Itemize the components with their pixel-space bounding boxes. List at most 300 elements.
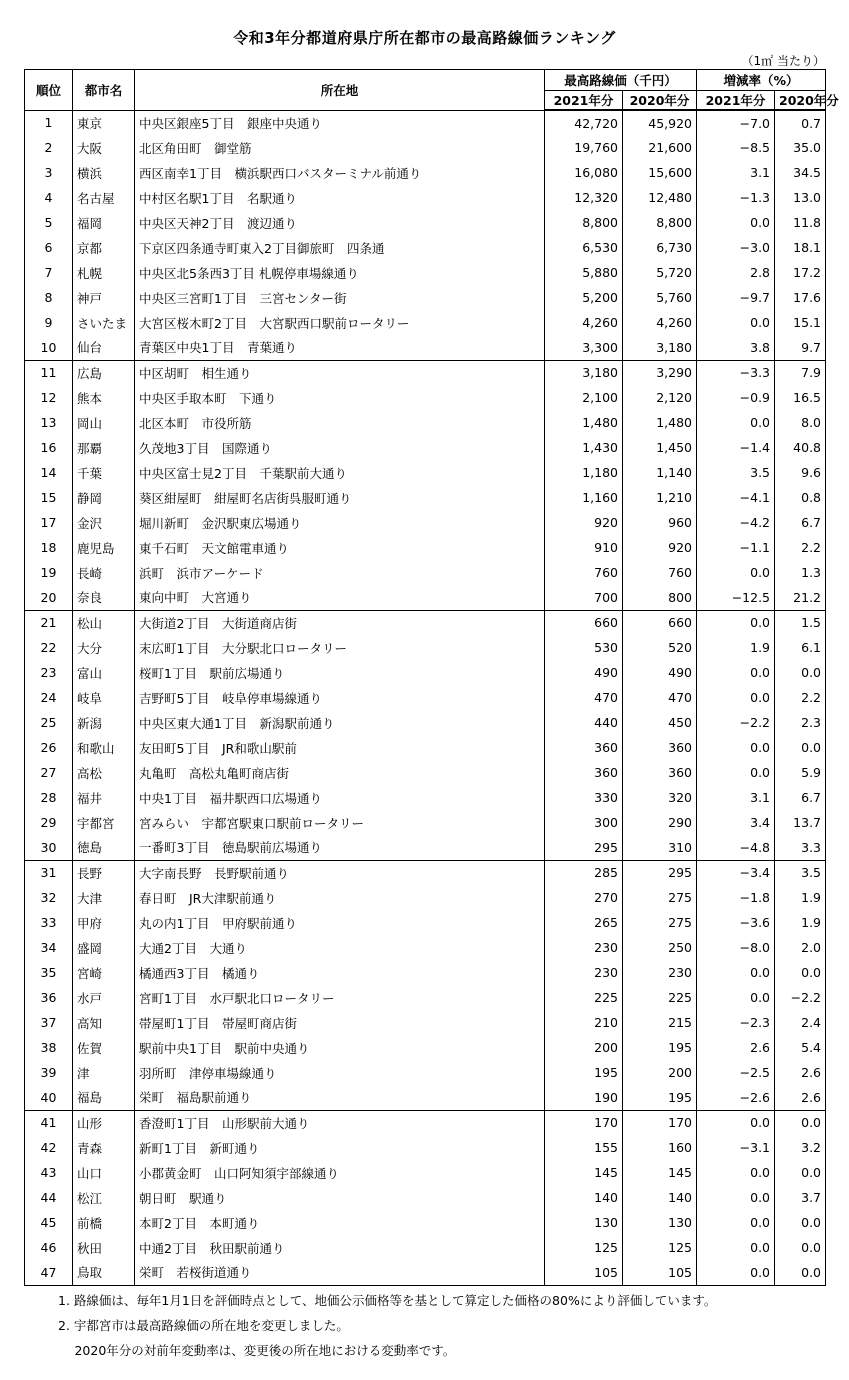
rank-cell: 45 (25, 1210, 73, 1235)
location-cell: 末広町1丁目 大分駅北口ロータリー (135, 635, 545, 660)
header-change-rate: 増減率（%） (697, 70, 826, 91)
rank-cell: 8 (25, 285, 73, 310)
table-row (25, 335, 826, 360)
rate-2021-cell: −8.0 (697, 935, 775, 960)
table-row (25, 510, 826, 535)
price-2021-cell: 140 (545, 1185, 623, 1210)
rank-cell: 32 (25, 885, 73, 910)
price-2021-cell: 42,720 (545, 110, 623, 135)
city-cell: 東京 (73, 110, 135, 135)
rank-cell: 17 (25, 510, 73, 535)
price-2021-cell: 170 (545, 1110, 623, 1135)
rate-2020-cell: 0.0 (775, 1110, 826, 1135)
price-2021-cell: 1,430 (545, 435, 623, 460)
price-2021-cell: 195 (545, 1060, 623, 1085)
city-cell: 鳥取 (73, 1260, 135, 1285)
rate-2021-cell: 0.0 (697, 210, 775, 235)
rank-cell: 22 (25, 635, 73, 660)
location-cell: 宮みらい 宇都宮駅東口駅前ロータリー (135, 810, 545, 835)
location-cell: 堀川新町 金沢駅東広場通り (135, 510, 545, 535)
rate-2021-cell: −3.6 (697, 910, 775, 935)
rate-2021-cell: 0.0 (697, 735, 775, 760)
city-cell: 秋田 (73, 1235, 135, 1260)
location-cell: 中央区北5条西3丁目 札幌停車場線通り (135, 260, 545, 285)
table-row (25, 860, 826, 885)
price-2020-cell: 4,260 (623, 310, 697, 335)
price-2021-cell: 530 (545, 635, 623, 660)
table-row (25, 910, 826, 935)
rate-2021-cell: 0.0 (697, 1110, 775, 1135)
rate-2021-cell: 3.4 (697, 810, 775, 835)
price-2021-cell: 5,200 (545, 285, 623, 310)
table-row (25, 835, 826, 860)
price-2021-cell: 270 (545, 885, 623, 910)
city-cell: 松江 (73, 1185, 135, 1210)
rank-cell: 13 (25, 410, 73, 435)
location-cell: 中村区名駅1丁目 名駅通り (135, 185, 545, 210)
price-2021-cell: 1,480 (545, 410, 623, 435)
price-2021-cell: 200 (545, 1035, 623, 1060)
rate-2020-cell: 3.3 (775, 835, 826, 860)
price-2020-cell: 170 (623, 1110, 697, 1135)
table-row (25, 1035, 826, 1060)
price-2021-cell: 440 (545, 710, 623, 735)
rank-cell: 29 (25, 810, 73, 835)
rank-cell: 21 (25, 610, 73, 635)
city-cell: 那覇 (73, 435, 135, 460)
price-2020-cell: 920 (623, 535, 697, 560)
rate-2021-cell: 2.6 (697, 1035, 775, 1060)
price-2021-cell: 130 (545, 1210, 623, 1235)
rate-2020-cell: 17.2 (775, 260, 826, 285)
rate-2020-cell: 0.0 (775, 660, 826, 685)
rate-2021-cell: −4.2 (697, 510, 775, 535)
location-cell: 北区本町 市役所筋 (135, 410, 545, 435)
location-cell: 中央区銀座5丁目 銀座中央通り (135, 110, 545, 135)
location-cell: 橘通西3丁目 橘通り (135, 960, 545, 985)
table-row (25, 1235, 826, 1260)
rate-2021-cell: −1.3 (697, 185, 775, 210)
price-2020-cell: 5,760 (623, 285, 697, 310)
price-2021-cell: 285 (545, 860, 623, 885)
rate-2020-cell: 21.2 (775, 585, 826, 610)
rank-cell: 35 (25, 960, 73, 985)
price-2020-cell: 3,180 (623, 335, 697, 360)
footnote-3: 2020年分の対前年変動率は、変更後の所在地における変動率です。 (58, 1343, 456, 1358)
rate-2021-cell: 0.0 (697, 760, 775, 785)
price-2021-cell: 3,180 (545, 360, 623, 385)
table-row (25, 1085, 826, 1110)
table-row (25, 185, 826, 210)
price-2020-cell: 360 (623, 760, 697, 785)
location-cell: 友田町5丁目 JR和歌山駅前 (135, 735, 545, 760)
price-2021-cell: 660 (545, 610, 623, 635)
rate-2020-cell: 1.3 (775, 560, 826, 585)
table-row (25, 1185, 826, 1210)
rate-2021-cell: −4.1 (697, 485, 775, 510)
rate-2020-cell: 13.0 (775, 185, 826, 210)
table-row (25, 885, 826, 910)
rate-2021-cell: −2.6 (697, 1085, 775, 1110)
rate-2020-cell: 9.7 (775, 335, 826, 360)
city-cell: 山形 (73, 1110, 135, 1135)
city-cell: 大津 (73, 885, 135, 910)
rate-2021-cell: 0.0 (697, 410, 775, 435)
rate-2020-cell: 3.5 (775, 860, 826, 885)
location-cell: 桜町1丁目 駅前広場通り (135, 660, 545, 685)
rank-cell: 27 (25, 760, 73, 785)
price-2020-cell: 125 (623, 1235, 697, 1260)
price-2021-cell: 12,320 (545, 185, 623, 210)
table-row (25, 735, 826, 760)
rank-cell: 26 (25, 735, 73, 760)
header-rank: 順位 (25, 70, 73, 111)
rate-2021-cell: 3.5 (697, 460, 775, 485)
table-row (25, 1060, 826, 1085)
city-cell: 盛岡 (73, 935, 135, 960)
rank-cell: 3 (25, 160, 73, 185)
price-2021-cell: 4,260 (545, 310, 623, 335)
location-cell: 青葉区中央1丁目 青葉通り (135, 335, 545, 360)
rate-2021-cell: −9.7 (697, 285, 775, 310)
location-cell: 丸の内1丁目 甲府駅前通り (135, 910, 545, 935)
price-2021-cell: 920 (545, 510, 623, 535)
location-cell: 本町2丁目 本町通り (135, 1210, 545, 1235)
rank-cell: 31 (25, 860, 73, 885)
rank-cell: 11 (25, 360, 73, 385)
city-cell: 岡山 (73, 410, 135, 435)
unit-note: （1㎡ 当たり） (741, 54, 825, 68)
location-cell: 駅前中央1丁目 駅前中央通り (135, 1035, 545, 1060)
rate-2021-cell: 0.0 (697, 560, 775, 585)
rate-2021-cell: −2.2 (697, 710, 775, 735)
city-cell: 神戸 (73, 285, 135, 310)
price-2021-cell: 5,880 (545, 260, 623, 285)
price-2020-cell: 660 (623, 610, 697, 635)
price-2021-cell: 3,300 (545, 335, 623, 360)
rate-2020-cell: 3.7 (775, 1185, 826, 1210)
price-2020-cell: 1,140 (623, 460, 697, 485)
location-cell: 大字南長野 長野駅前通り (135, 860, 545, 885)
location-cell: 北区角田町 御堂筋 (135, 135, 545, 160)
price-2020-cell: 5,720 (623, 260, 697, 285)
rank-cell: 6 (25, 235, 73, 260)
city-cell: 富山 (73, 660, 135, 685)
rate-2021-cell: 3.1 (697, 160, 775, 185)
rank-cell: 7 (25, 260, 73, 285)
rate-2020-cell: −2.2 (775, 985, 826, 1010)
price-2020-cell: 140 (623, 1185, 697, 1210)
table-row (25, 435, 826, 460)
header-price-2020: 2020年分 (623, 91, 697, 111)
price-2021-cell: 760 (545, 560, 623, 585)
price-2021-cell: 190 (545, 1085, 623, 1110)
rank-cell: 25 (25, 710, 73, 735)
price-2021-cell: 2,100 (545, 385, 623, 410)
price-2020-cell: 2,120 (623, 385, 697, 410)
price-2020-cell: 145 (623, 1160, 697, 1185)
location-cell: 吉野町5丁目 岐阜停車場線通り (135, 685, 545, 710)
table-row (25, 960, 826, 985)
rank-cell: 20 (25, 585, 73, 610)
price-2020-cell: 800 (623, 585, 697, 610)
price-2020-cell: 520 (623, 635, 697, 660)
rate-2020-cell: 0.0 (775, 960, 826, 985)
rate-2021-cell: 3.1 (697, 785, 775, 810)
rank-cell: 15 (25, 485, 73, 510)
ranking-rows (25, 110, 826, 1285)
rate-2020-cell: 5.4 (775, 1035, 826, 1060)
rate-2020-cell: 1.9 (775, 885, 826, 910)
price-2021-cell: 230 (545, 960, 623, 985)
header-max-price: 最高路線価（千円） (545, 70, 697, 91)
city-cell: 高知 (73, 1010, 135, 1035)
rate-2021-cell: −2.5 (697, 1060, 775, 1085)
rank-cell: 9 (25, 310, 73, 335)
table-row (25, 410, 826, 435)
price-2020-cell: 195 (623, 1085, 697, 1110)
rank-cell: 10 (25, 335, 73, 360)
table-row (25, 385, 826, 410)
table-row (25, 710, 826, 735)
rank-cell: 46 (25, 1235, 73, 1260)
location-cell: 香澄町1丁目 山形駅前大通り (135, 1110, 545, 1135)
rate-2020-cell: 1.5 (775, 610, 826, 635)
rate-2020-cell: 0.8 (775, 485, 826, 510)
rank-cell: 43 (25, 1160, 73, 1185)
city-cell: さいたま (73, 310, 135, 335)
rate-2021-cell: 0.0 (697, 610, 775, 635)
rank-cell: 36 (25, 985, 73, 1010)
table-row (25, 260, 826, 285)
price-2020-cell: 360 (623, 735, 697, 760)
rate-2020-cell: 0.0 (775, 1160, 826, 1185)
rank-cell: 34 (25, 935, 73, 960)
rate-2020-cell: 0.0 (775, 1235, 826, 1260)
price-2021-cell: 360 (545, 760, 623, 785)
location-cell: 東千石町 天文館電車通り (135, 535, 545, 560)
rate-2021-cell: −3.1 (697, 1135, 775, 1160)
rate-2021-cell: 1.9 (697, 635, 775, 660)
rank-cell: 4 (25, 185, 73, 210)
city-cell: 広島 (73, 360, 135, 385)
location-cell: 中央区天神2丁目 渡辺通り (135, 210, 545, 235)
price-2021-cell: 300 (545, 810, 623, 835)
table-row (25, 635, 826, 660)
header-rate-2021: 2021年分 (697, 91, 775, 111)
rate-2021-cell: 0.0 (697, 1235, 775, 1260)
location-cell: 中央区手取本町 下通り (135, 385, 545, 410)
rank-cell: 42 (25, 1135, 73, 1160)
city-cell: 熊本 (73, 385, 135, 410)
page-title: 令和3年分都道府県庁所在都市の最高路線価ランキング (233, 29, 616, 47)
rate-2021-cell: 0.0 (697, 1160, 775, 1185)
price-2020-cell: 1,450 (623, 435, 697, 460)
rate-2021-cell: −1.4 (697, 435, 775, 460)
table-row (25, 1010, 826, 1035)
city-cell: 大分 (73, 635, 135, 660)
rate-2020-cell: 2.4 (775, 1010, 826, 1035)
location-cell: 中央区三宮町1丁目 三宮センター街 (135, 285, 545, 310)
rate-2021-cell: −8.5 (697, 135, 775, 160)
location-cell: 栄町 若桜街道通り (135, 1260, 545, 1285)
rank-cell: 1 (25, 110, 73, 135)
price-2020-cell: 1,210 (623, 485, 697, 510)
price-2020-cell: 760 (623, 560, 697, 585)
rank-cell: 12 (25, 385, 73, 410)
rank-cell: 30 (25, 835, 73, 860)
rank-cell: 23 (25, 660, 73, 685)
price-2020-cell: 230 (623, 960, 697, 985)
location-cell: 栄町 福島駅前通り (135, 1085, 545, 1110)
rank-cell: 2 (25, 135, 73, 160)
table-row (25, 285, 826, 310)
price-2021-cell: 360 (545, 735, 623, 760)
city-cell: 宮崎 (73, 960, 135, 985)
price-2020-cell: 8,800 (623, 210, 697, 235)
price-2021-cell: 490 (545, 660, 623, 685)
table-row (25, 760, 826, 785)
table-row (25, 460, 826, 485)
table-row (25, 235, 826, 260)
price-2021-cell: 230 (545, 935, 623, 960)
city-cell: 京都 (73, 235, 135, 260)
city-cell: 青森 (73, 1135, 135, 1160)
rank-cell: 47 (25, 1260, 73, 1285)
table-row (25, 1160, 826, 1185)
price-2020-cell: 1,480 (623, 410, 697, 435)
city-cell: 静岡 (73, 485, 135, 510)
price-2020-cell: 470 (623, 685, 697, 710)
location-cell: 一番町3丁目 徳島駅前広場通り (135, 835, 545, 860)
location-cell: 久茂地3丁目 国際通り (135, 435, 545, 460)
price-2020-cell: 450 (623, 710, 697, 735)
price-2020-cell: 21,600 (623, 135, 697, 160)
price-2021-cell: 210 (545, 1010, 623, 1035)
price-2021-cell: 19,760 (545, 135, 623, 160)
city-cell: 鹿児島 (73, 535, 135, 560)
rate-2021-cell: 0.0 (697, 660, 775, 685)
city-cell: 千葉 (73, 460, 135, 485)
rate-2021-cell: −3.4 (697, 860, 775, 885)
rate-2021-cell: 0.0 (697, 1210, 775, 1235)
rank-cell: 18 (25, 535, 73, 560)
rate-2020-cell: 6.7 (775, 785, 826, 810)
rate-2020-cell: 17.6 (775, 285, 826, 310)
location-cell: 宮町1丁目 水戸駅北口ロータリー (135, 985, 545, 1010)
rate-2021-cell: 0.0 (697, 960, 775, 985)
rate-2020-cell: 6.7 (775, 510, 826, 535)
city-cell: 札幌 (73, 260, 135, 285)
table-row (25, 560, 826, 585)
price-2020-cell: 130 (623, 1210, 697, 1235)
rate-2020-cell: 16.5 (775, 385, 826, 410)
location-cell: 新町1丁目 新町通り (135, 1135, 545, 1160)
table-row (25, 160, 826, 185)
table-row (25, 1110, 826, 1135)
table-row (25, 660, 826, 685)
price-2021-cell: 700 (545, 585, 623, 610)
price-2020-cell: 310 (623, 835, 697, 860)
price-2020-cell: 225 (623, 985, 697, 1010)
table-row (25, 310, 826, 335)
city-cell: 仙台 (73, 335, 135, 360)
city-cell: 佐賀 (73, 1035, 135, 1060)
city-cell: 奈良 (73, 585, 135, 610)
city-cell: 宇都宮 (73, 810, 135, 835)
price-2020-cell: 295 (623, 860, 697, 885)
rate-2021-cell: 0.0 (697, 310, 775, 335)
rate-2021-cell: −7.0 (697, 110, 775, 135)
rate-2021-cell: −3.3 (697, 360, 775, 385)
rate-2021-cell: −12.5 (697, 585, 775, 610)
rate-2020-cell: 2.2 (775, 685, 826, 710)
header-rate-2020: 2020年分 (775, 91, 826, 111)
rank-cell: 44 (25, 1185, 73, 1210)
rate-2020-cell: 6.1 (775, 635, 826, 660)
rate-2021-cell: −2.3 (697, 1010, 775, 1035)
price-2021-cell: 295 (545, 835, 623, 860)
location-cell: 丸亀町 高松丸亀町商店街 (135, 760, 545, 785)
city-cell: 津 (73, 1060, 135, 1085)
rate-2020-cell: 0.0 (775, 735, 826, 760)
price-2021-cell: 125 (545, 1235, 623, 1260)
header-city: 都市名 (73, 70, 135, 111)
location-cell: 東向中町 大宮通り (135, 585, 545, 610)
price-2020-cell: 960 (623, 510, 697, 535)
rate-2020-cell: 0.7 (775, 110, 826, 135)
rate-2020-cell: 1.9 (775, 910, 826, 935)
price-2021-cell: 265 (545, 910, 623, 935)
price-2021-cell: 1,180 (545, 460, 623, 485)
table-row (25, 485, 826, 510)
table-row (25, 1135, 826, 1160)
table-row (25, 785, 826, 810)
price-2020-cell: 195 (623, 1035, 697, 1060)
rate-2021-cell: −0.9 (697, 385, 775, 410)
city-cell: 松山 (73, 610, 135, 635)
location-cell: 中区胡町 相生通り (135, 360, 545, 385)
city-cell: 金沢 (73, 510, 135, 535)
rank-cell: 38 (25, 1035, 73, 1060)
price-2020-cell: 250 (623, 935, 697, 960)
location-cell: 西区南幸1丁目 横浜駅西口バスターミナル前通り (135, 160, 545, 185)
rate-2020-cell: 13.7 (775, 810, 826, 835)
ranking-table (24, 69, 839, 1286)
rank-cell: 5 (25, 210, 73, 235)
rate-2020-cell: 35.0 (775, 135, 826, 160)
rank-cell: 39 (25, 1060, 73, 1085)
rate-2020-cell: 18.1 (775, 235, 826, 260)
price-2020-cell: 490 (623, 660, 697, 685)
price-2020-cell: 45,920 (623, 110, 697, 135)
rate-2020-cell: 40.8 (775, 435, 826, 460)
location-cell: 大宮区桜木町2丁目 大宮駅西口駅前ロータリー (135, 310, 545, 335)
rate-2021-cell: 3.8 (697, 335, 775, 360)
rate-2020-cell: 3.2 (775, 1135, 826, 1160)
city-cell: 岐阜 (73, 685, 135, 710)
city-cell: 山口 (73, 1160, 135, 1185)
location-cell: 朝日町 駅通り (135, 1185, 545, 1210)
location-cell: 浜町 浜市アーケード (135, 560, 545, 585)
location-cell: 小郡黄金町 山口阿知須宇部線通り (135, 1160, 545, 1185)
price-2020-cell: 6,730 (623, 235, 697, 260)
rate-2021-cell: 0.0 (697, 1185, 775, 1210)
location-cell: 下京区四条通寺町東入2丁目御旅町 四条通 (135, 235, 545, 260)
price-2021-cell: 6,530 (545, 235, 623, 260)
rank-cell: 37 (25, 1010, 73, 1035)
rate-2020-cell: 2.6 (775, 1060, 826, 1085)
